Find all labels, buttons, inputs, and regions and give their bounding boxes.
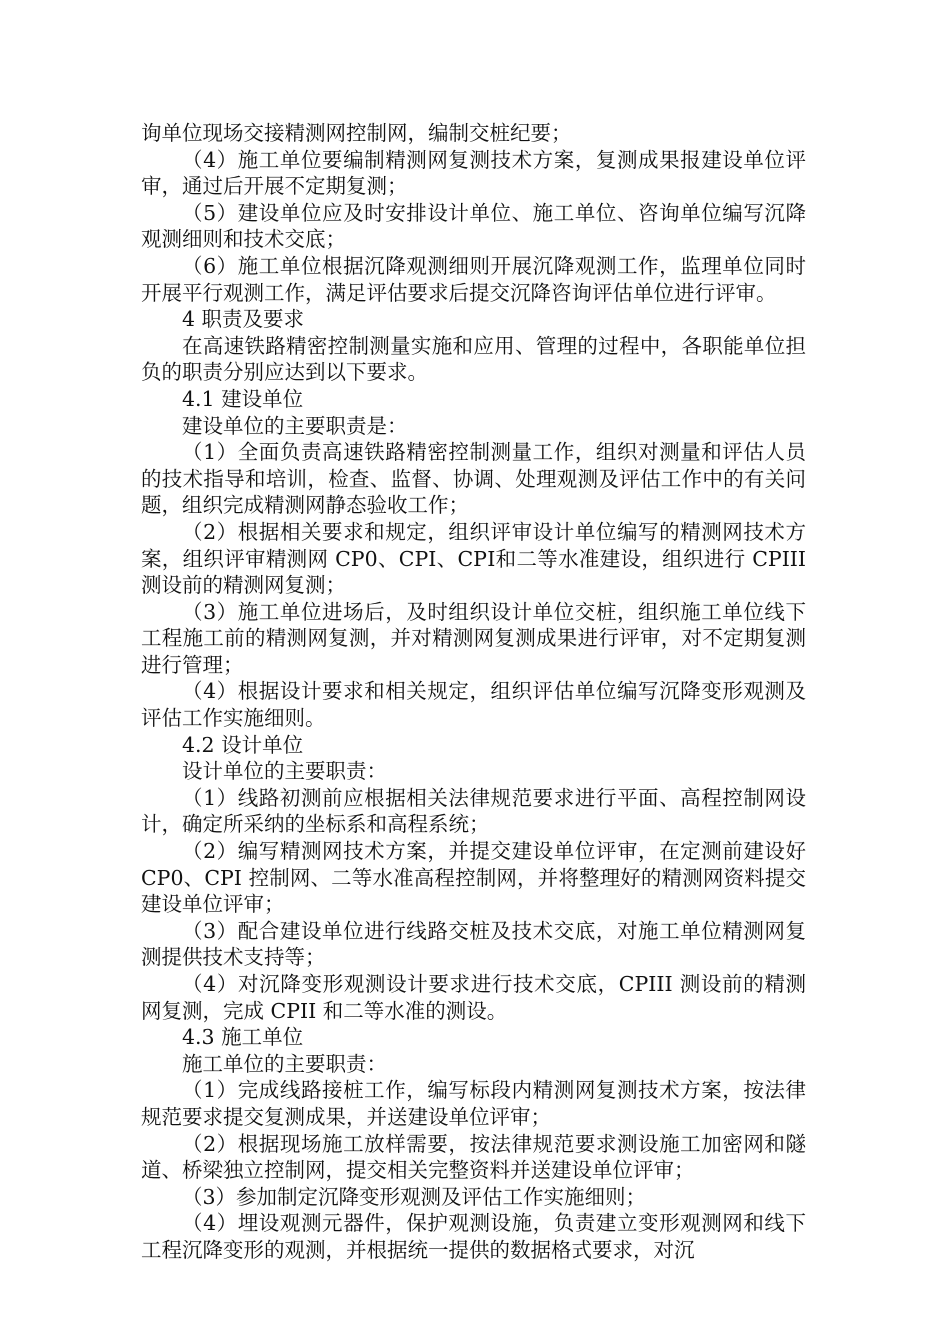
subsection-heading-4-2: 4.2 设计单位 [182,732,304,757]
list-item-4-3-3: （3）参加制定沉降变形观测及评估工作实施细则； [182,1184,647,1209]
list-item-4-1-3: （3）施工单位进场后，及时组织设计单位交桩，组织施工单位线下工程施工前的精测网复测，并对精测网复测成果进行评审，对不定期复测进行管理； [141,599,806,677]
list-item-4-1-1: （1）全面负责高速铁路精密控制测量工作，组织对测量和评估人员的技术指导和培训，检查、监督、协调、处理观测及评估工作中的有关问题，组织完成精测网静态验收工作； [141,440,806,518]
subsection-intro-4-3: 施工单位的主要职责： [182,1051,387,1076]
subsection-heading-4-1: 4.1 建设单位 [182,386,304,411]
list-item-6: （6）施工单位根据沉降观测细则开展沉降观测工作，监理单位同时开展平行观测工作，满足评估要求后提交沉降咨询评估单位进行评审。 [141,253,806,305]
section-heading-4: 4 职责及要求 [182,307,305,332]
list-item-4-3-4: （4）埋设观测元器件，保护观测设施，负责建立变形观测网和线下工程沉降变形的观测，并根据统一提供的数据格式要求，对沉 [141,1211,806,1262]
subsection-heading-4-3: 4.3 施工单位 [182,1025,304,1050]
list-item-4-3-1: （1）完成线路接桩工作，编写标段内精测网复测技术方案，按法律规范要求提交复测成果，并送建设单位评审； [141,1078,806,1129]
paragraph-continuation: 询单位现场交接精测网控制网，编制交桩纪要； [141,121,572,145]
list-item-4: （4）施工单位要编制精测网复测技术方案，复测成果报建设单位评审，通过后开展不定期复测； [141,147,806,199]
document-page [141,120,806,1264]
list-item-4-1-4: （4）根据设计要求和相关规定，组织评估单位编写沉降变形观测及评估工作实施细则。 [141,679,806,731]
list-item-4-2-1: （1）线路初测前应根据相关法律规范要求进行平面、高程控制网设计，确定所采纳的坐标系和高程系统； [141,785,806,837]
list-item-4-3-2: （2）根据现场施工放样需要，按法律规范要求测设施工加密网和隧道、桥梁独立控制网，提交相关完整资料并送建设单位评审； [141,1131,806,1183]
subsection-intro-4-2: 设计单位的主要职责： [182,759,387,784]
section-intro-paragraph: 在高速铁路精密控制测量实施和应用、管理的过程中，各职能单位担负的职责分别应达到以下要求。 [141,333,806,385]
list-item-4-2-3: （3）配合建设单位进行线路交桩及技术交底，对施工单位精测网复测提供技术支持等； [141,918,806,970]
list-item-4-1-2: （2）根据相关要求和规定，组织评审设计单位编写的精测网技术方案，组织评审精测网 CP0、CPI、CPⅠ和二等水准建设，组织进行 CPIII 测设前的精测网复测； [141,519,806,598]
list-item-4-2-2: （2）编写精测网技术方案，并提交建设单位评审，在定测前建设好 CP0、CPI 控制网、二等水准高程控制网，并将整理好的精测网资料提交建设单位评审； [141,839,806,917]
subsection-intro-4-1: 建设单位的主要职责是： [182,413,408,438]
list-item-5: （5）建设单位应及时安排设计单位、施工单位、咨询单位编写沉降观测细则和技术交底； [141,200,806,252]
list-item-4-2-4: （4）对沉降变形观测设计要求进行技术交底，CPIII 测设前的精测网复测，完成 CPII 和二等水准的测设。 [141,972,806,1023]
